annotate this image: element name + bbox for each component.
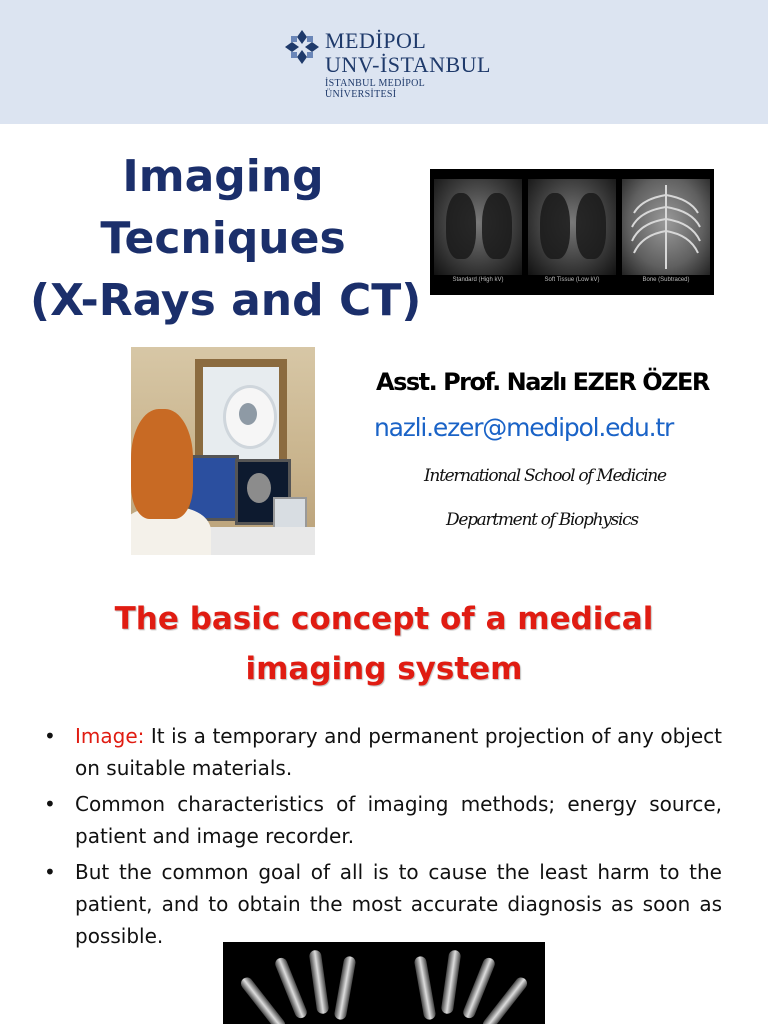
bullet-dot: • (44, 792, 56, 816)
lung-shape (576, 193, 606, 259)
logo-text-university: İSTANBUL MEDİPOL ÜNİVERSİTESİ (325, 78, 425, 100)
university-logo (283, 26, 493, 100)
finger-bone (309, 949, 330, 1014)
section-title-line: imaging system (245, 651, 523, 687)
lung-shape (482, 193, 512, 259)
ribcage-graphic (622, 179, 710, 275)
scanner-room (203, 367, 279, 459)
bullet-dot: • (44, 724, 56, 748)
brain-scan (247, 473, 271, 503)
bullet-text: It is a temporary and permanent projection of any object on suitable materials. (75, 724, 722, 780)
list-item (44, 788, 722, 852)
section-title-line: The basic concept of a medical (114, 601, 654, 637)
department-name: Department of Biophysics (446, 510, 638, 530)
finger-bone (334, 955, 357, 1020)
author-name: Asst. Prof. Nazlı EZER ÖZER (376, 368, 709, 396)
section-title (60, 594, 708, 694)
list-item (44, 856, 722, 952)
monitor (273, 497, 307, 531)
bullet-text: Common characteristics of imaging methods; energy source, patient and image recorder. (75, 792, 722, 848)
bullet-text: But the common goal of all is to cause the least harm to the patient, and to obtain the most accurate diagnosis as soon as possible. (75, 860, 722, 948)
ct-bore (239, 403, 257, 425)
medipol-logo-icon (283, 28, 321, 66)
logo-text-unv-istanbul: UNV-İSTANBUL (325, 52, 491, 77)
finger-bone (441, 949, 462, 1014)
xray-caption: Soft Tissue (Low kV) (544, 277, 600, 283)
finger-bone (414, 955, 437, 1020)
finger-bone (273, 956, 308, 1020)
xray-panel-soft-tissue (528, 179, 616, 275)
chest-xray-image (430, 169, 714, 295)
xray-caption: Standard (High kV) (452, 277, 504, 283)
school-name: International School of Medicine (424, 466, 666, 486)
header-banner (0, 0, 768, 124)
list-item (44, 720, 722, 784)
bullet-list (44, 720, 722, 956)
xray-panel-bone (622, 179, 710, 275)
xray-caption: Bone (Subtraced) (642, 277, 690, 283)
title-line: Imaging (122, 151, 324, 202)
page-title (30, 146, 422, 332)
bullet-label: Image: (75, 724, 145, 748)
finger-bone (239, 975, 288, 1024)
lung-shape (446, 193, 476, 259)
title-line: Tecniques (100, 213, 346, 264)
window-frame (195, 359, 287, 467)
operator-hair (131, 409, 193, 519)
bullet-dot: • (44, 860, 56, 884)
ct-scanner-photo (131, 347, 315, 555)
lung-shape (540, 193, 570, 259)
author-email[interactable]: nazli.ezer@medipol.edu.tr (374, 413, 674, 442)
hand-xray-image (223, 942, 545, 1024)
title-line: (X-Rays and CT) (30, 275, 422, 326)
logo-text-medipol: MEDİPOL (325, 28, 427, 53)
xray-panel-standard (434, 179, 522, 275)
finger-bone (481, 975, 530, 1024)
